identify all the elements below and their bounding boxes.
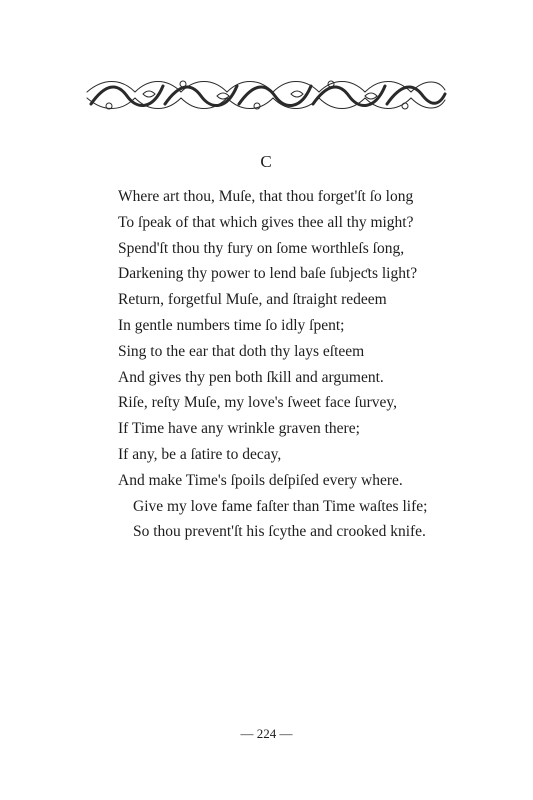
poem-line: Riſe, reſty Muſe, my love's ſweet face ſurvey, xyxy=(118,394,397,412)
sonnet-number: C xyxy=(260,152,273,171)
couplet-line: Give my love fame faſter than Time waſtes life; xyxy=(133,497,428,515)
poem-line: Where art thou, Muſe, that thou forget'ſt ſo long xyxy=(118,188,414,205)
poem-line: Darkening thy power to lend baſe ſubjeƈts light? xyxy=(118,265,418,283)
decorative-flourish-border xyxy=(83,74,449,116)
poem-line: To ſpeak of that which gives thee all thy might? xyxy=(118,213,414,231)
poem-line: If any, be a ſatire to decay, xyxy=(118,445,282,463)
page-number: — 224 — xyxy=(240,726,293,741)
poem-line: Spend'ſt thou thy fury on ſome worthleſs ſong, xyxy=(118,239,405,257)
poem-line: And make Time's ſpoils deſpiſed every where. xyxy=(118,471,403,489)
couplet-line: So thou prevent'ſt his ſcythe and crooked knife. xyxy=(133,523,426,541)
poem-line: And gives thy pen both ſkill and argument. xyxy=(118,368,384,386)
poem-line: Return, forgetful Muſe, and ſtraight redeem xyxy=(118,291,387,309)
poem-body xyxy=(118,184,427,545)
poem-line: Sing to the ear that doth thy lays eſteem xyxy=(118,342,365,360)
poem-line: If Time have any wrinkle graven there; xyxy=(118,420,360,438)
poem-line: In gentle numbers time ſo idly ſpent; xyxy=(118,316,345,334)
